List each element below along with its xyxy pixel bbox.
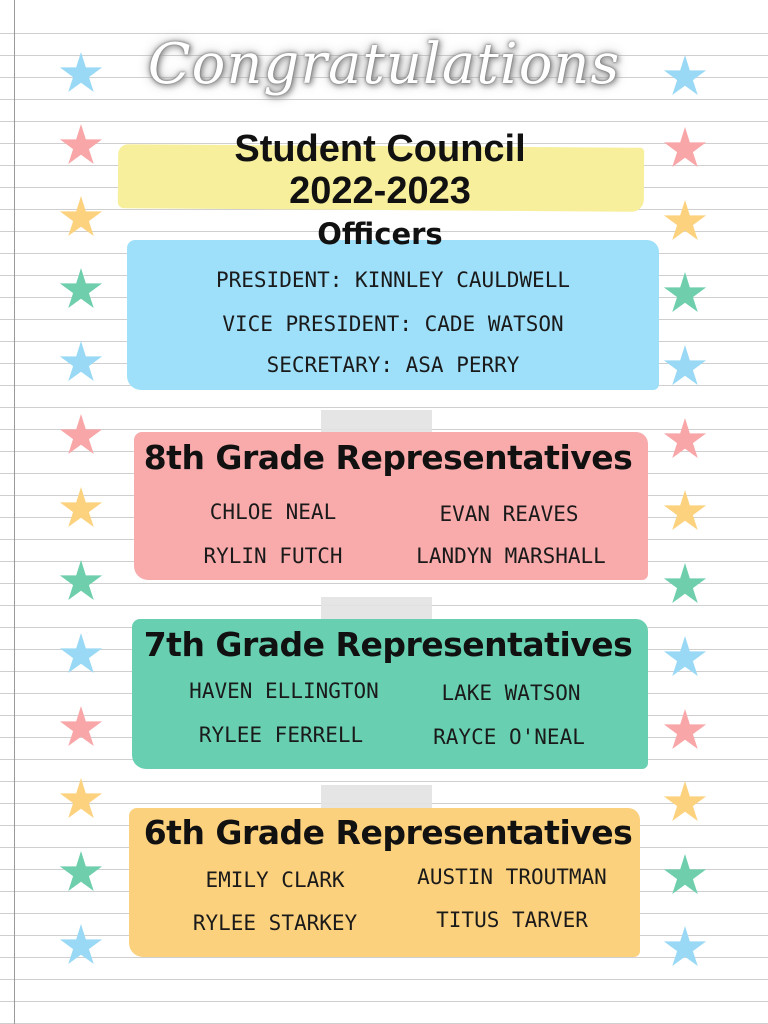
page-title xyxy=(120,128,640,212)
grade6-name: AUSTIN TROUTMAN xyxy=(417,865,607,889)
notebook-margin-line xyxy=(14,0,15,1024)
star-icon xyxy=(59,124,103,168)
star-icon xyxy=(663,55,707,99)
grade8-name: EVAN REAVES xyxy=(439,502,579,526)
star-icon xyxy=(59,851,103,895)
grade6-name: EMILY CLARK xyxy=(205,868,345,892)
grade7-heading: 7th Grade Representatives xyxy=(143,625,633,664)
grade6-name: RYLEE STARKEY xyxy=(192,911,358,935)
grade8-name: CHLOE NEAL xyxy=(209,500,337,524)
grade7-name: LAKE WATSON xyxy=(441,681,581,705)
star-icon xyxy=(663,127,707,171)
star-icon xyxy=(59,633,103,677)
star-icon xyxy=(59,487,103,531)
star-icon xyxy=(663,709,707,753)
grade8-name: RYLIN FUTCH xyxy=(203,544,343,568)
grade7-name: RAYCE O'NEAL xyxy=(433,725,585,749)
officer-secretary: SECRETARY: ASA PERRY xyxy=(266,353,520,377)
star-icon xyxy=(59,778,103,822)
officer-vice-president: VICE PRESIDENT: CADE WATSON xyxy=(222,312,564,336)
star-icon xyxy=(663,490,707,534)
star-icon xyxy=(663,636,707,680)
star-icon xyxy=(663,926,707,970)
title-line-2: 2022-2023 xyxy=(289,170,471,212)
star-icon xyxy=(663,854,707,898)
star-icon xyxy=(663,272,707,316)
star-icon xyxy=(59,924,103,968)
star-icon xyxy=(59,706,103,750)
star-icon xyxy=(663,345,707,389)
grade6-name: TITUS TARVER xyxy=(436,908,588,932)
grade7-name: HAVEN ELLINGTON xyxy=(189,679,379,703)
star-icon xyxy=(59,560,103,604)
star-icon xyxy=(59,341,103,385)
star-icon xyxy=(59,268,103,312)
officer-president: PRESIDENT: KINNLEY CAULDWELL xyxy=(215,268,570,292)
grade6-heading: 6th Grade Representatives xyxy=(143,813,633,852)
star-icon xyxy=(663,781,707,825)
star-icon xyxy=(663,563,707,607)
star-icon xyxy=(663,418,707,462)
star-icon xyxy=(59,196,103,240)
grade8-heading: 8th Grade Representatives xyxy=(143,438,633,477)
star-icon xyxy=(59,414,103,458)
officers-label: Officers xyxy=(317,217,443,251)
grade7-name: RYLEE FERRELL xyxy=(198,723,364,747)
congratulations-heading: Congratulations xyxy=(147,32,621,97)
grade8-name: LANDYN MARSHALL xyxy=(416,544,606,568)
title-line-1: Student Council xyxy=(234,128,526,170)
star-icon xyxy=(663,200,707,244)
star-icon xyxy=(59,52,103,96)
